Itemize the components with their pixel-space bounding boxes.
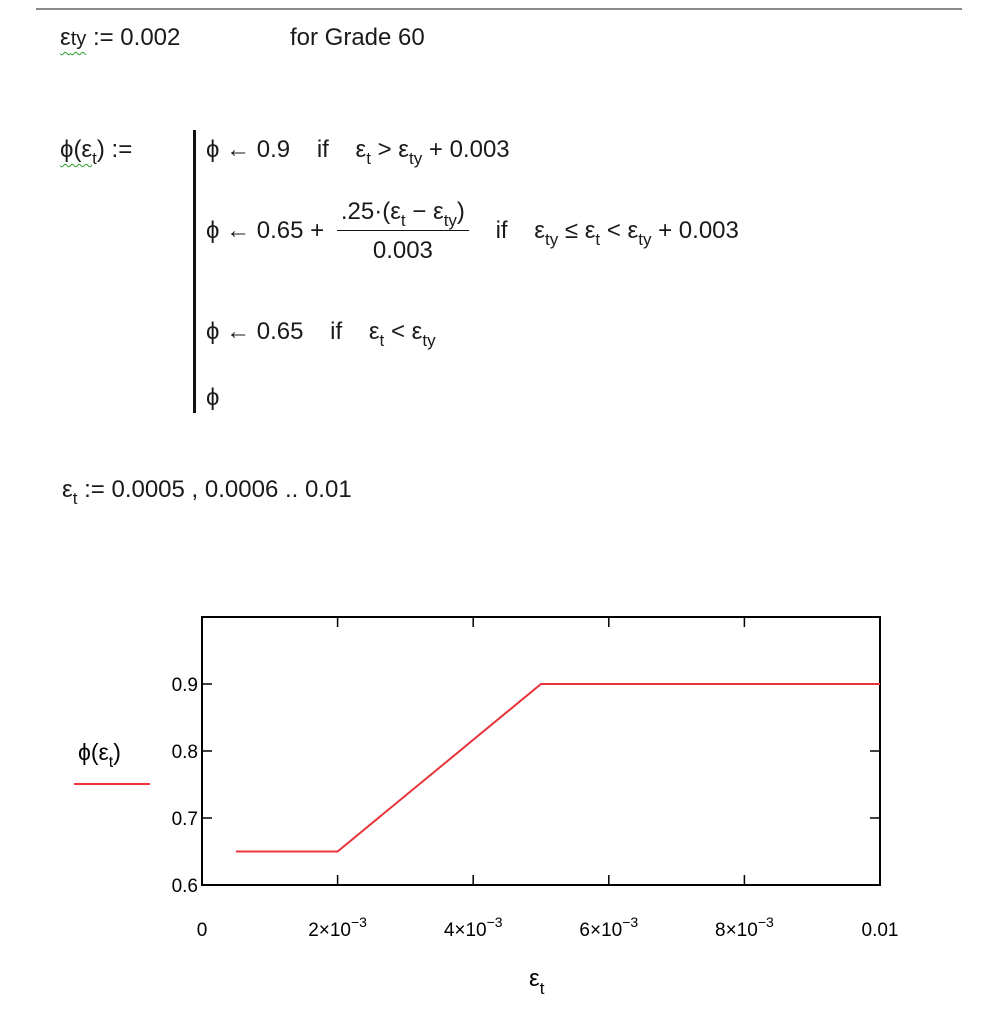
line3-cond-eps: ε (368, 318, 380, 345)
line2-condition: $\varepsilon_{ty} \le \varepsilon_t < \varepsilon_{ty} + 0.003$ (534, 216, 739, 249)
x-tick-label: $6\times 10^{-3}$ (579, 914, 639, 941)
program-line-4[interactable]: ϕ (206, 384, 220, 411)
y-tick-label: 0.8 (171, 742, 198, 763)
plot-frame (202, 617, 880, 885)
line1-cond-op: > (377, 136, 392, 163)
line3-cond-op: < ε (390, 318, 423, 345)
line1-assignment: ϕ ← 0.9 (206, 136, 291, 163)
assign-operator: := (84, 476, 105, 503)
range-var-sub: t (72, 489, 78, 508)
line3-cond-sub: t (379, 331, 385, 350)
range-values: 0.0005 , 0.0006 .. 0.01 (111, 476, 352, 503)
line3-assignment: ϕ ← 0.65 (206, 318, 304, 345)
x-tick-label: $8\times 10^{-3}$ (715, 914, 774, 941)
x-tick-label: $2\times 10^{-3}$ (308, 914, 367, 941)
legend-label: $\phi(\varepsilon_t)$ (78, 739, 121, 771)
range-var-symbol: ε (62, 476, 73, 503)
assign-operator: := (111, 136, 133, 163)
y-tick-label: 0.7 (171, 809, 198, 830)
phi-function-name: ϕ(ε (60, 136, 93, 163)
y-tick-label: 0.6 (171, 876, 198, 897)
phi-close-paren: ) (96, 136, 105, 163)
line1-cond-sub2: ty (408, 149, 423, 168)
line1-cond-eps: ε (355, 136, 367, 163)
assign-operator: := (92, 24, 114, 51)
phi-trace (236, 684, 880, 852)
grade-comment[interactable]: for Grade 60 (290, 24, 425, 51)
line3-cond-sub2: ty (422, 331, 436, 350)
line2-assignment: ϕ ← 0.65 + (206, 216, 325, 244)
x-tick-label: 0.01 (861, 920, 899, 941)
x-tick-labels (197, 914, 899, 941)
line1-cond-tail: + 0.003 (428, 136, 510, 163)
line3-if: if (330, 318, 343, 345)
eps-ty-variable: εty (60, 24, 87, 51)
y-tick-labels (172, 675, 198, 897)
line1-if: if (316, 136, 329, 163)
x-tick-label: 0 (196, 920, 208, 941)
line2-if: if (495, 216, 508, 244)
fraction-numerator: $.25\cdot(\varepsilon_t - \varepsilon_{ty})$ (337, 198, 469, 231)
y-tick-label: 0.9 (171, 675, 198, 696)
plot-ticks (202, 617, 880, 885)
phi-arg-sub: t (92, 149, 97, 168)
line1-cond-eps2: ε (398, 136, 409, 163)
x-axis-label: $\varepsilon_t$ (529, 965, 545, 998)
fraction-denominator: 0.003 (372, 237, 433, 264)
eps-ty-value: 0.002 (120, 24, 181, 51)
x-tick-label: $4\times 10^{-3}$ (443, 914, 503, 941)
line1-cond-sub: t (366, 149, 371, 168)
